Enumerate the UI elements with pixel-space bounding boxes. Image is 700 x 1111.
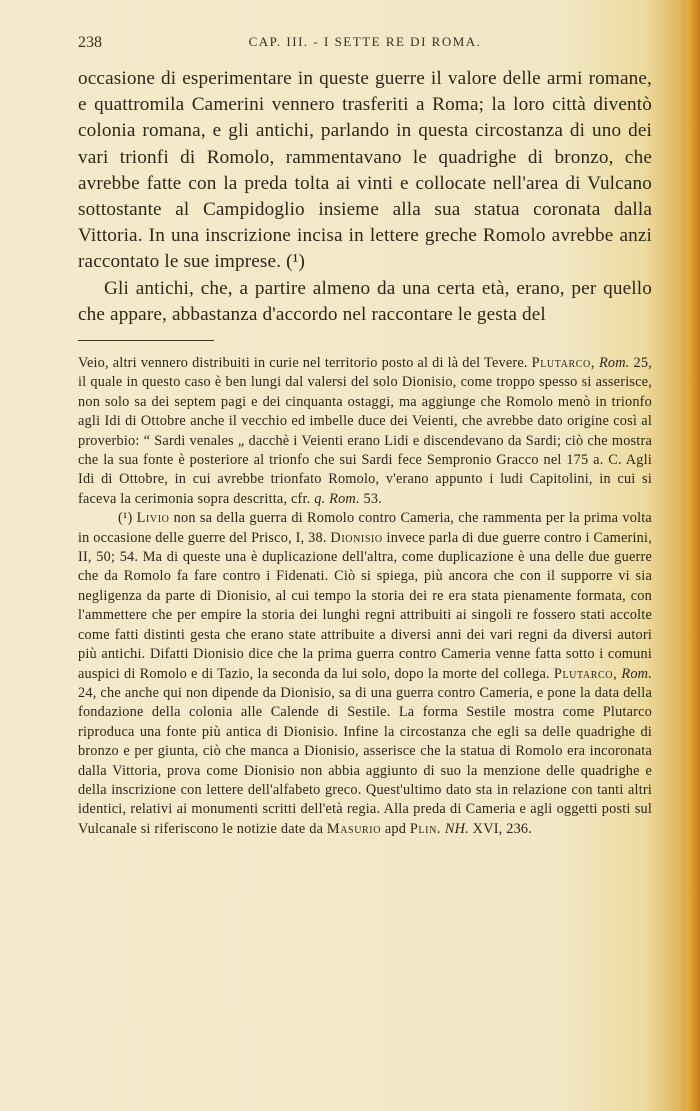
author-citation: Plutarco, <box>553 665 618 682</box>
paragraph-2: Gli antichi, che, a partire almeno da una certa età, erano, per quello che appare, abbastanza d'accordo nel raccontare le gesta del <box>78 277 652 325</box>
work-citation: q. Rom. <box>314 490 360 507</box>
note-text: 25, il quale in questo caso è ben lungi dal valersi del solo Dionisio, come troppo spesso si asserisce, non solo sa dei septem pagi e dei cinquanta ostaggi, ma aggiunge che Romolo menò in trionfo agli Idi di Ottobre anche il vecchio ed imbelle duce dei Veienti, che avrebbe dato origine così al proverbio: “ Sardi venales „ dacchè i Veienti erano Lidi e discendevano da Sardi; ciò che mostra che la sua fonte è posteriore al trionfo che sui Sardi fece Sempronio Gracco nel 175 a. C. Agli Idi di Ottobre, in cui avrebbe trionfato Romolo, v'erano appunto i ludi Capitolini, in cui si faceva la cerimonia sopra descritta, cfr. <box>78 355 652 507</box>
note-text: Veio, altri vennero distribuiti in curie nel territorio posto al di là del Tevere. <box>78 355 528 371</box>
footnote-ref[interactable]: (¹) <box>286 251 306 273</box>
page-edge <box>686 0 700 1111</box>
author-citation: Masurio <box>326 820 382 837</box>
chapter-title: CAP. III. - I SETTE RE DI ROMA. <box>248 34 482 49</box>
page-number: 238 <box>78 34 102 51</box>
note-text: invece parla di due guerre contro i Camerini, II, 50; 54. Ma di queste una è duplicazione dell'altra, come duplicazione è una delle due guerre che da Romolo fa fare contro i Fidenati. Ciò si spiega, più ancora che con il supporre vi sia negligenza da parte di Dionisio, al cui tempo la storia dei re era stata pienamente formata, con l'ammettere che per empire la storia dei lunghi regni attribuiti ai singoli re fossero stati accolte come fatti distinti gesta che erano state attribuite a diversi anni dei vari regni da diversi autori più antichi. Difatti Dionisio dice che la prima guerra contro Cameria venne fatta sotto i comuni auspici di Romolo e di Tazio, la seconda da lui solo, dopo la morte del collega. <box>78 529 652 682</box>
footnotes <box>78 354 652 839</box>
note-text: 53. <box>363 490 382 507</box>
author-citation: Livio <box>136 510 170 527</box>
work-citation: NH. <box>444 820 469 837</box>
note-text: 24, che anche qui non dipende da Dionisio, sa di una guerra contro Cameria, e pone la data della fondazione della colonia alle Calende di Sestile. La forma Sestile mostra come Plutarco riproduca una fonte più antica di Dionisio. Infine la circostanza che egli sa delle quadrighe di bronzo e per giunta, ciò che manca a Dionisio, asserisce che la statua di Romolo era incoronata dalla Vittoria, prova come Dionisio non abbia aggiunto di suo la menzione delle quadrighe e della inscrizione con lettere dell'alfabeto greco. Quest'ultimo dato sta in relazione con tanti altri identici, relativi ai monumenti scritti dell'età regia. Alla preda di Cameria e agli oggetti posti sul Vulcanale si riferiscono le notizie date da <box>78 684 652 837</box>
work-citation: Rom. <box>621 665 652 682</box>
footnote-continued <box>78 354 652 509</box>
note-text: apd <box>384 820 407 837</box>
paragraph-1-text: occasione di esperimentare in queste guerre il valore delle armi romane, e quattromila Camerini vennero trasferiti a Roma; la loro città diventò colonia romana, e gli antichi, parlando in questa circostanza di uno dei vari trionfi di Romolo, rammentavano le quadrighe di bronzo, che avrebbe fatte con la preda tolta ai vinti e collocate nell'area di Vulcano sottostante al Campidoglio insieme alla sua statua coronata dalla Vittoria. In una inscrizione incisa in lettere greche Romolo avrebbe anzi raccontato le sue imprese. <box>78 68 652 273</box>
paragraph-1 <box>78 66 652 276</box>
author-citation: Plin. <box>409 820 442 837</box>
main-text <box>78 66 652 328</box>
running-head <box>78 34 652 54</box>
note-text: XVI, 236. <box>472 820 533 837</box>
footnote-mark: (¹) <box>118 510 133 527</box>
work-citation: Rom. <box>598 355 630 371</box>
author-citation: Plutarco, <box>531 355 596 371</box>
footnote-1 <box>78 509 652 839</box>
footnote-rule <box>78 340 214 341</box>
author-citation: Dionisio <box>330 529 383 546</box>
note-text: non sa della guerra di Romolo contro Cameria, che rammenta per la prima volta in occasione delle guerre del Prisco, I, 38. <box>78 510 652 546</box>
